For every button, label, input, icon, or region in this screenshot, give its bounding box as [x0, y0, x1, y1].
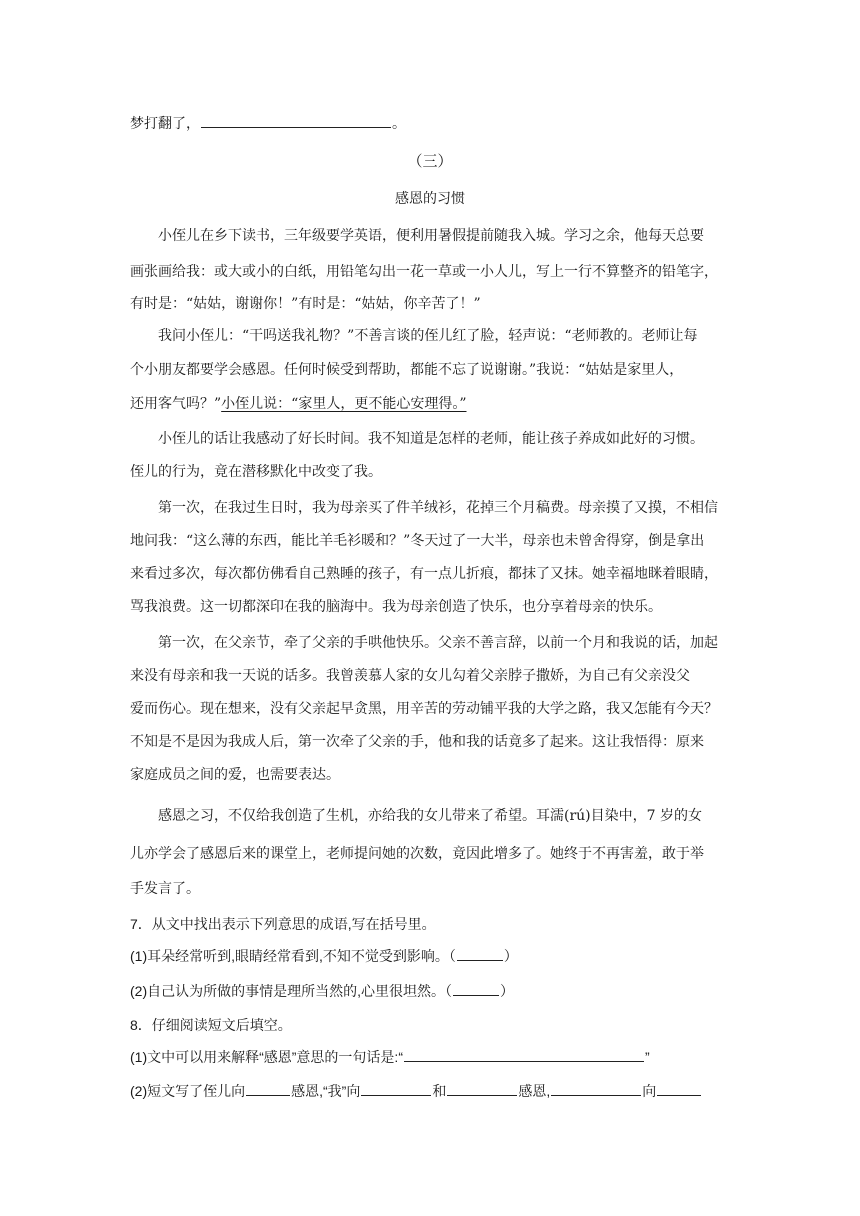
close-quote: ”	[645, 1049, 650, 1065]
previous-answer-line	[130, 113, 730, 134]
passage-line: 第一次，在我过生日时，我为母亲买了件羊绒衫，花掉三个月稿费。母亲摸了又摸，不相信	[158, 500, 718, 516]
answer-blank[interactable]	[404, 1047, 644, 1062]
question-8-stem: 8．仔细阅读短文后填空。	[130, 1017, 292, 1033]
question-text: (2)自己认为所做的事情是理所当然的,心里很坦然。（	[130, 983, 452, 999]
passage-line: 画张画给我：或大或小的白纸，用铅笔勾出一花一草或一小人儿，写上一行不算整齐的铅笔字，	[130, 264, 718, 280]
passage-title: 感恩的习惯	[395, 191, 465, 207]
answer-blank[interactable]	[657, 1081, 701, 1096]
passage-line: 我问小侄儿：“干吗送我礼物？”不善言谈的侄儿红了脸，轻声说：“老师教的。老师让每	[158, 328, 698, 344]
question-7-item-2	[130, 981, 730, 1001]
question-8-item-1	[130, 1047, 730, 1067]
passage-line: 侄儿的行为，竟在潜移默化中改变了我。	[130, 464, 382, 480]
passage-line: 个小朋友都要学会感恩。任何时候受到帮助，都能不忘了说谢谢。”我说：“姑姑是家里人，	[130, 362, 684, 378]
previous-answer-prefix: 梦打翻了，	[130, 116, 200, 132]
underlined-sentence: 小侄儿说：“家里人，更不能心安理得。”	[221, 396, 467, 412]
passage-line: 小侄儿在乡下读书，三年级要学英语，便利用暑假提前随我入城。学习之余，他每天总要	[158, 228, 704, 244]
passage-line: 地问我：“这么薄的东西，能比羊毛衫暖和？”冬天过了一大半，母亲也未曾舍得穿，倒是拿出	[130, 533, 705, 549]
answer-blank[interactable]	[457, 946, 503, 961]
passage-line: 小侄儿的话让我感动了好长时间。我不知道是怎样的老师，能让孩子养成如此好的习惯。	[158, 431, 704, 447]
question-7-stem: 7．从文中找出表示下列意思的成语,写在括号里。	[130, 916, 436, 932]
passage-line: 儿亦学会了感恩后来的课堂上，老师提问她的次数，竟因此增多了。她终于不再害羞，敢于举	[130, 846, 704, 862]
question-text: 向	[642, 1083, 657, 1099]
answer-blank[interactable]	[246, 1081, 290, 1096]
close-paren: ）	[500, 983, 514, 999]
close-paren: ）	[503, 948, 518, 964]
question-text: (1)文中可以用来解释“感恩”意思的一句话是:“	[130, 1049, 403, 1065]
section-number: （三）	[407, 152, 453, 170]
passage-line	[130, 394, 730, 414]
answer-blank[interactable]	[453, 981, 499, 996]
question-8-item-2	[130, 1081, 730, 1101]
question-text: (1)耳朵经常听到,眼睛经常看到,不知不觉受到影响。（	[130, 948, 456, 964]
passage-line: 不知是不是因为我成人后，第一次牵了父亲的手，他和我的话竟多了起来。这让我悟得：原来	[130, 734, 704, 750]
answer-blank[interactable]	[361, 1081, 431, 1096]
question-text: 和	[432, 1083, 447, 1099]
previous-answer-suffix: 。	[392, 116, 406, 132]
answer-blank[interactable]	[551, 1081, 641, 1096]
question-7-item-1	[130, 946, 730, 966]
passage-line: 有时是：“姑姑，谢谢你！”有时是：“姑姑，你辛苦了！”	[130, 296, 481, 312]
passage-line: 骂我浪费。这一切都深印在我的脑海中。我为母亲创造了快乐，也分享着母亲的快乐。	[130, 599, 662, 615]
question-text: (2)短文写了侄儿向	[130, 1083, 246, 1099]
passage-text: 还用客气吗？”	[130, 396, 222, 412]
answer-blank[interactable]	[447, 1081, 517, 1096]
passage-line: 来没有母亲和我一天说的话多。我曾羡慕人家的女儿勾着父亲脖子撒娇，为自己有父亲没父	[130, 668, 690, 684]
question-text: 感恩,	[518, 1083, 551, 1099]
passage-line: 来看过多次，每次都仿佛看自己熟睡的孩子，有一点儿折痕，都抹了又抹。她幸福地眯着眼睛，	[130, 566, 718, 582]
passage-line: 手发言了。	[130, 881, 200, 897]
question-text: 感恩,“我”向	[291, 1083, 361, 1099]
answer-blank[interactable]	[201, 113, 391, 128]
passage-line: 第一次，在父亲节，牵了父亲的手哄他快乐。父亲不善言辞，以前一个月和我说的话，加起	[158, 635, 718, 651]
passage-line: 感恩之习，不仅给我创造了生机，亦给我的女儿带来了希望。耳濡(rú)目染中，7 岁的女	[158, 808, 702, 824]
passage-line: 家庭成员之间的爱，也需要表达。	[130, 767, 340, 783]
passage-line: 爱而伤心。现在想来，没有父亲起早贪黑，用辛苦的劳动铺平我的大学之路，我又怎能有今天？	[130, 701, 718, 717]
